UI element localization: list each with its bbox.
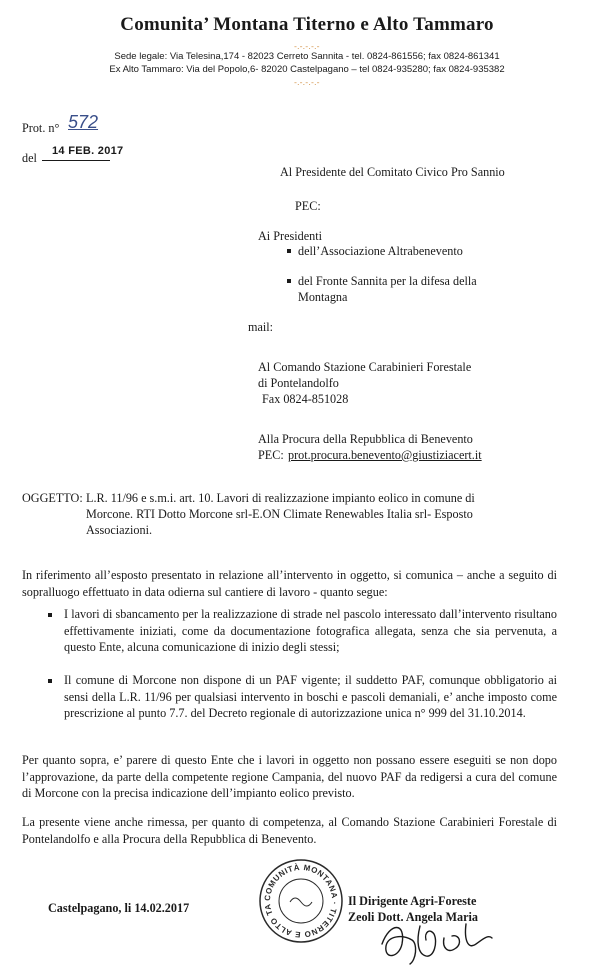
procura-pec-address[interactable]: prot.procura.benevento@giustiziacert.it xyxy=(288,448,482,462)
bullet-square xyxy=(48,613,52,617)
intro-paragraph: In riferimento all’esposto presentato in relazione all’intervento in oggetto, si comunica – anche a seguito di sopralluogo effettuato in data odierna sul cantiere di lavoro - quanto segue: xyxy=(22,568,557,599)
place-date: Castelpagano, li 14.02.2017 xyxy=(48,901,190,915)
recipient-comando-fax: Fax 0824-851028 xyxy=(262,392,349,406)
date-stamp: 14 FEB. 2017 xyxy=(52,145,124,157)
organization-title: Comunita’ Montana Titerno e Alto Tammaro xyxy=(120,14,494,35)
protocol-label: Prot. n° xyxy=(22,121,60,135)
mail-label: mail: xyxy=(248,320,274,334)
protocol-number: 572 xyxy=(68,112,99,132)
recipient-fronte-sannita: del Fronte Sannita per la difesa della xyxy=(298,274,477,288)
bullet-square xyxy=(48,679,52,683)
stamp-text: COMUNITÀ MONTANA · TITERNO E ALTO TA xyxy=(262,862,340,940)
bullet-sbancamento: I lavori di sbancamento per la realizzazione di strade nel pascolo interessato dall’intervento risultano effettivamente iniziati, come da documentazione fotografica allegata, senza che sia pervenuta, a questo Ente, alcuna comunicazione di inizio degli stessi; xyxy=(64,607,557,654)
oggetto-label: OGGETTO: xyxy=(22,491,83,505)
bullet-paf: Il comune di Morcone non dispone di un PAF vigente; il suddetto PAF, comunque obbligatorio ai sensi della L.R. 11/96 per qualsiasi intervento in boschi e pascoli demaniali, e’ anche imposto come prescrizione al punto 7.7. del Decreto regionale di autorizzazione unica n° 999 del 31.10.2014. xyxy=(64,673,557,720)
bullet-square xyxy=(287,279,291,283)
header-separator-2: -.-.-.-.- xyxy=(294,78,320,87)
recipient-comando-line1: Al Comando Stazione Carabinieri Forestale xyxy=(258,360,472,374)
recipient-comando-line2: di Pontelandolfo xyxy=(258,376,339,390)
presidents-label: Ai Presidenti xyxy=(258,229,322,243)
handwritten-signature xyxy=(372,914,502,966)
forwarding-paragraph: La presente viene anche rimessa, per quanto di competenza, al Comando Stazione Carabinieri Forestale di Pontelandolfo e alla Procura della Repubblica di Benevento. xyxy=(22,815,557,846)
date-label: del xyxy=(22,151,37,165)
recipient-fronte-sannita-cont: Montagna xyxy=(298,290,348,304)
signer-title: Il Dirigente Agri-Foreste xyxy=(348,894,477,908)
oggetto-line2: Morcone. RTI Dotto Morcone srl-E.ON Climate Renewables Italia srl- Esposto xyxy=(86,507,473,521)
sede-legale-address: Sede legale: Via Telesina,174 - 82023 Cerreto Sannita - tel. 0824-861556; fax 0824-861341 xyxy=(114,51,500,62)
official-stamp xyxy=(258,858,344,944)
header-separator: -.-.-.-.- xyxy=(294,42,320,51)
recipient-pro-sannio: Al Presidente del Comitato Civico Pro Sannio xyxy=(280,165,505,179)
oggetto-line1: L.R. 11/96 e s.m.i. art. 10. Lavori di realizzazione impianto eolico in comune di xyxy=(86,491,475,505)
conclusion-paragraph: Per quanto sopra, e’ parere di questo Ente che i lavori in oggetto non possano essere eseguiti se non dopo l’approvazione, da parte della competente regione Campania, del nuovo PAF da redigersi a cura del comune di Morcone con la precisa indicazione dell’impianto eolico previsto. xyxy=(22,753,557,800)
recipient-procura: Alla Procura della Repubblica di Benevento xyxy=(258,432,473,446)
bullet-square xyxy=(287,249,291,253)
recipient-altrabenevento: dell’Associazione Altrabenevento xyxy=(298,244,463,258)
ex-alto-tammaro-address: Ex Alto Tammaro: Via del Popolo,6- 82020 Castelpagano – tel 0824-935280; fax 0824-935382 xyxy=(109,64,505,75)
pec-label: PEC: xyxy=(295,199,321,213)
date-underline xyxy=(42,160,110,161)
procura-pec-label: PEC: xyxy=(258,448,284,462)
oggetto-line3: Associazioni. xyxy=(86,523,153,537)
signer-name: Zeoli Dott. Angela Maria xyxy=(348,910,478,924)
